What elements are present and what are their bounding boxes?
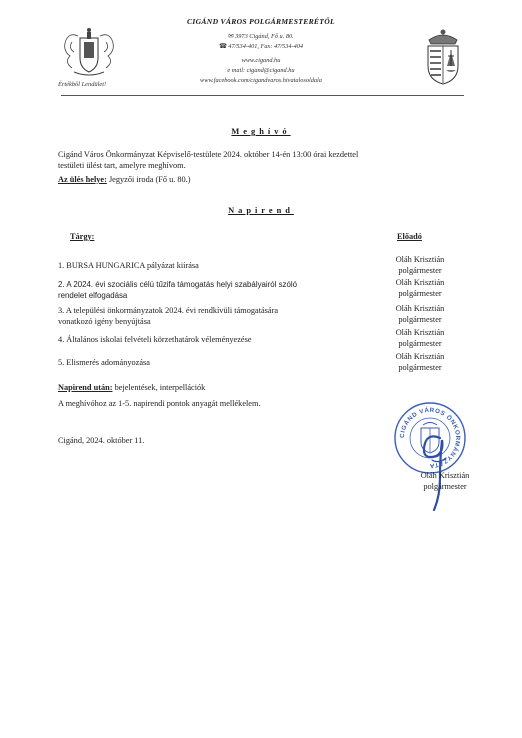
agenda-item-2 bbox=[58, 279, 358, 301]
presenter-name: Oláh Krisztián bbox=[395, 278, 445, 287]
after-agenda-label: Napirend után: bbox=[58, 383, 113, 392]
venue-line bbox=[58, 174, 468, 185]
presenter-header: Előadó bbox=[397, 232, 422, 241]
document-title: Meghívó bbox=[231, 127, 291, 136]
handwritten-signature bbox=[410, 418, 460, 514]
header-divider bbox=[61, 95, 464, 96]
presenter-name: Oláh Krisztián bbox=[395, 352, 445, 361]
agenda-item-4 bbox=[58, 334, 358, 345]
venue-label: Az ülés helye: bbox=[58, 175, 107, 184]
header-phone-fax: 47/534-401, Fax: 47/534-404 bbox=[228, 43, 304, 50]
agenda-item-3 bbox=[58, 305, 358, 327]
phone-icon: ☎ bbox=[218, 43, 227, 50]
header-address-line bbox=[0, 33, 522, 40]
agenda-item-text-continued: rendelet elfogadása bbox=[58, 291, 128, 300]
after-agenda-value: bejelentések, interpellációk bbox=[114, 383, 206, 392]
header-web: www.cigand.hu bbox=[241, 57, 281, 64]
intro-line-1: Cigánd Város Önkormányzat Képviselő-testülete 2024. október 14-én 13:00 órai kezdettel bbox=[58, 150, 359, 159]
signer-title: polgármester bbox=[423, 482, 467, 491]
header-facebook: www.facebook.com/cigandvaros.hivatalosoldala bbox=[200, 77, 322, 84]
presenter-title: polgármester bbox=[398, 363, 442, 372]
agenda-item-4-presenter bbox=[374, 327, 466, 349]
stamp-text: CIGÁND VÁROS ÖNKORMÁNYZATA bbox=[398, 406, 462, 470]
agenda-item-1-presenter bbox=[374, 254, 466, 276]
presenter-title: polgármester bbox=[398, 315, 442, 324]
signer-name: Oláh Krisztián bbox=[420, 471, 470, 480]
letterhead-title: CIGÁND VÁROS POLGÁRMESTERÉTŐL bbox=[187, 17, 335, 26]
agenda-item-text-continued: vonatkozó igény benyújtása bbox=[58, 317, 151, 326]
agenda-item-text: 3. A települési önkormányzatok 2024. évi rendkívüli támogatására bbox=[58, 306, 279, 315]
agenda-item-5 bbox=[58, 357, 358, 368]
presenter-name: Oláh Krisztián bbox=[395, 328, 445, 337]
presenter-title: polgármester bbox=[398, 289, 442, 298]
after-agenda-line bbox=[58, 382, 468, 393]
venue-value: Jegyzői iroda (Fő u. 80.) bbox=[108, 175, 191, 184]
city-motto: Értékből Lendület! bbox=[58, 81, 107, 88]
header-phone-line bbox=[0, 43, 522, 50]
agenda-item-5-presenter bbox=[374, 351, 466, 373]
agenda-title: Napirend bbox=[228, 206, 294, 215]
intro-line-2: testületi ülést tart, amelyre meghívom. bbox=[58, 161, 186, 170]
agenda-item-3-presenter bbox=[374, 303, 466, 325]
presenter-title: polgármester bbox=[398, 339, 442, 348]
agenda-item-text: 5. Elismerés adományozása bbox=[58, 358, 150, 367]
presenter-name: Oláh Krisztián bbox=[395, 304, 445, 313]
agenda-item-text: 4. Általános iskolai felvételi körzethatárok véleményezése bbox=[58, 335, 252, 344]
agenda-item-text: 1. BURSA HUNGARICA pályázat kiírása bbox=[58, 261, 199, 270]
agenda-item-1 bbox=[58, 260, 358, 271]
attachment-note: A meghívóhoz az 1-5. napirendi pontok anyagát mellékelem. bbox=[58, 399, 261, 408]
agenda-item-2-presenter bbox=[374, 277, 466, 299]
subject-header: Tárgy: bbox=[70, 232, 95, 241]
header-email: e mail: cigand@cigand.hu bbox=[227, 67, 295, 74]
signer-block bbox=[390, 470, 500, 492]
envelope-icon: ✉ bbox=[228, 33, 234, 40]
presenter-name: Oláh Krisztián bbox=[395, 255, 445, 264]
agenda-item-text: 2. A 2024. évi szociális célú tűzifa támogatás helyi szabályairól szóló bbox=[58, 280, 298, 289]
presenter-title: polgármester bbox=[398, 266, 442, 275]
header-address: 3973 Cigánd, Fő u. 80. bbox=[235, 33, 294, 40]
date-line: Cigánd, 2024. október 11. bbox=[58, 436, 145, 445]
